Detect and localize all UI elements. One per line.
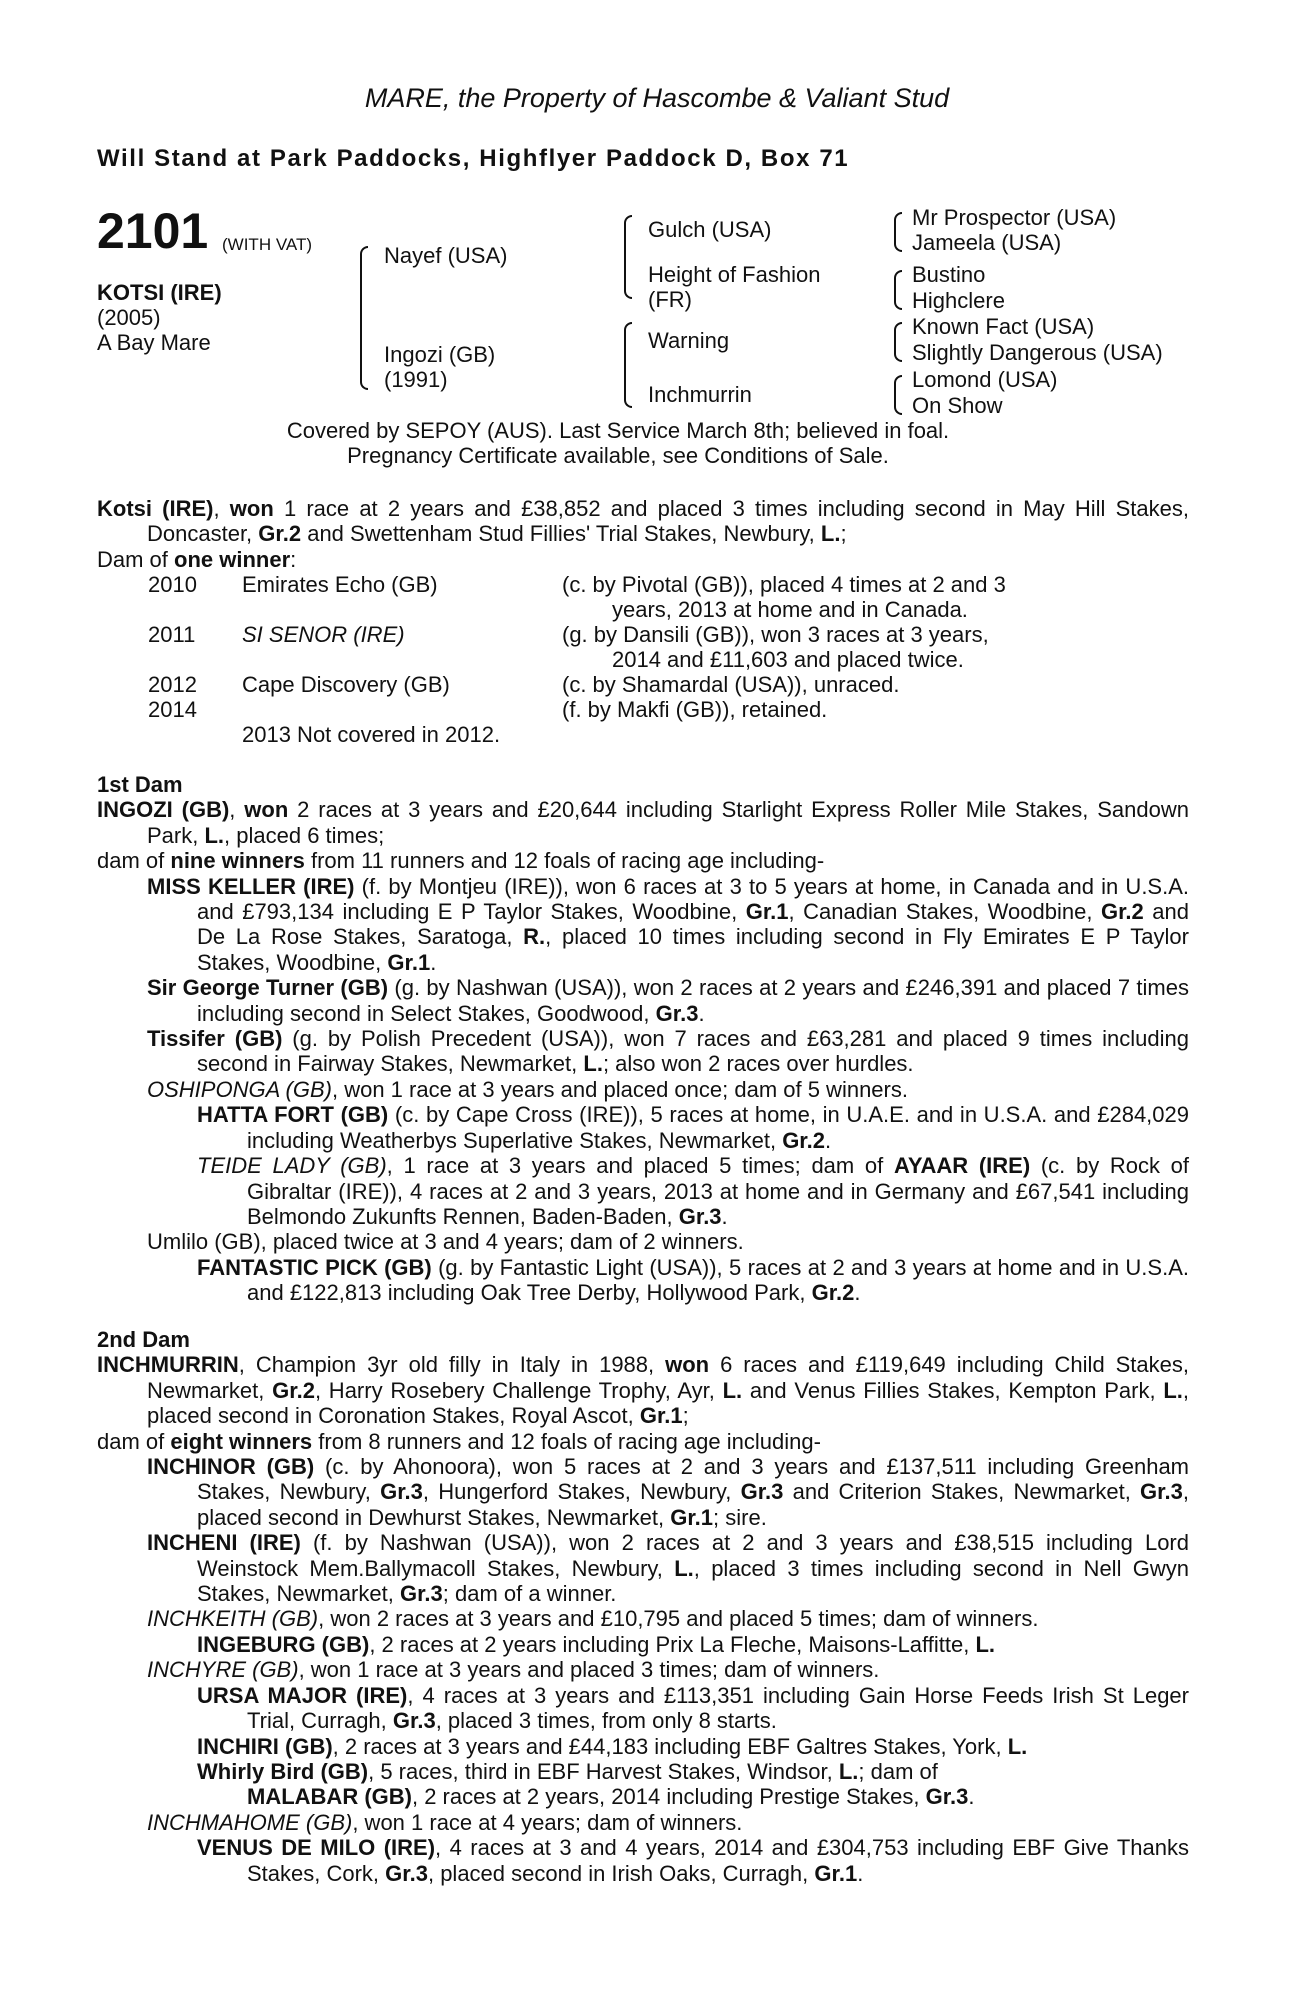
record-text: , Hungerford Stakes, Newbury, [422,1479,741,1505]
progeny-detail: (c. by Shamardal (USA)), unraced. [562,672,900,697]
pedigree-dam-sire: Warning [648,328,730,353]
not-covered-note: 2013 Not covered in 2012. [242,722,501,747]
kotsi-record: Kotsi (IRE), won 1 race at 2 years and £38,852 and placed 3 times including second in May Hill Stakes, Doncaster, Gr.2 and Swettenham Stud Fillies' Trial Stakes, Newbury, L.; Dam of one winner: [97,496,1189,572]
record-text: and Venus Fillies Stakes, Kempton Park, [742,1377,1164,1403]
pedigree-bracket [894,322,902,362]
horse-name: MALABAR (GB) [247,1784,412,1810]
winner-count: eight winners [170,1428,313,1454]
grade-label: Gr.1 [814,1860,858,1886]
record-text: , won 1 race at 3 years and placed 3 times; dam of winners. [298,1657,880,1683]
horse-name: AYAAR (IRE) [893,1153,1031,1179]
horse-name: VENUS DE MILO (IRE) [197,1835,436,1861]
grade-label: Gr.3 [925,1784,969,1810]
record-text: , 2 races at 3 years and £44,183 including EBF Galtres Stakes, York, [332,1733,1008,1759]
pedigree-bracket [624,322,632,408]
record-text: ; [682,1403,689,1429]
grade-label: L. [975,1631,995,1657]
pedigree-sss: Mr Prospector (USA) [912,205,1117,230]
record-text: , 2 races at 2 years including Prix La Fleche, Maisons-Laffitte, [369,1631,976,1657]
pedigree-dss: Known Fact (USA) [912,314,1095,339]
won-label: won [244,797,289,823]
grade-label: Gr.1 [387,949,431,975]
progeny-year: 2012 [148,672,197,697]
record-text: and De La Rose Stakes, Saratoga, [197,899,1189,950]
pedigree-bracket [894,212,902,252]
grade-label: Gr.3 [399,1581,443,1607]
mare-description: A Bay Mare [97,330,211,355]
stand-location: Will Stand at Park Paddocks, Highflyer Paddock D, Box 71 [97,145,850,172]
grade-label: L. [1007,1733,1028,1759]
pedigree-bracket [360,246,368,390]
grade-label: Gr.3 [380,1479,423,1505]
pedigree-sire-dam: Height of Fashion [648,262,821,287]
pedigree-dds: Lomond (USA) [912,367,1058,392]
record-text: . [968,1784,975,1810]
record-text: . [430,949,437,975]
record-text: , 4 races at 3 years and £113,351 including Gain Horse Feeds Irish St Leger Trial, Curragh, [247,1682,1189,1734]
record-text: 1 race at 2 years and £38,852 and placed 3 times including second in May Hill Stakes, Doncaster, [147,496,1189,547]
pedigree-dam: Ingozi (GB) [384,342,496,367]
horse-name: INCHKEITH (GB) [147,1606,319,1632]
horse-name: Whirly Bird (GB) [197,1758,369,1784]
record-text: , Harry Rosebery Challenge Trophy, Ayr, [314,1377,723,1403]
grade-label: Gr.2 [258,521,302,547]
record-text: (g. by Nashwan (USA)), won 2 races at 2 years and £246,391 and placed 7 times including second in Select Stakes, Goodwood, [197,975,1189,1026]
horse-name: INCHMAHOME (GB) [147,1809,353,1835]
horse-name: OSHIPONGA (GB) [147,1076,332,1102]
progeny-name: SI SENOR (IRE) [242,622,405,647]
record-text: : [290,546,297,572]
progeny-detail: (c. by Pivotal (GB)), placed 4 times at 2 and 3 [562,572,1006,597]
record-text: (g. by Polish Precedent (USA)), won 7 races and £63,281 and placed 9 times including second in Fairway Stakes, Newmarket, [197,1026,1190,1077]
record-text: . [721,1203,728,1229]
record-text: (g. by Fantastic Light (USA)), 5 races at 2 and 3 years at home and in U.S.A. and £122,813 including Oak Tree Derby, Hollywood Park, [247,1254,1189,1306]
pedigree-dsd: Slightly Dangerous (USA) [912,340,1163,365]
grade-label: L. [722,1377,743,1403]
first-dam-section: 1st Dam INGOZI (GB), won 2 races at 3 years and £20,644 including Starlight Express Roller Mile Stakes, Sandown Park, L., placed 6 times; dam of nine winners from 11 runners and 12 foals of racing age including- MISS KELLER (IRE) (f. by Montjeu (IRE)), won 6 races at 3 to 5 years at home, in Canada and in U.S.A. and £793,134 including E P Taylor Stakes, Woodbine, Gr.1, Canadian Stakes, Woodbine, Gr.2 and De La Rose Stakes, Saratoga, R., placed 10 times including second in Fly Emirates E P Taylor Stakes, Woodbine, Gr.1. Sir George Turner (GB) (g. by Nashwan (USA)), won 2 races at 2 years and £246,391 and placed 7 times including second in Select Stakes, Goodwood, Gr.3. Tissifer (GB) (g. by Polish Precedent (USA)), won 7 races and £63,281 and placed 9 times including second in Fairway Stakes, Newmarket, L.; also won 2 races over hurdles. OSHIPONGA (GB), won 1 race at 3 years and placed once; dam of 5 winners. HATTA FORT (GB) (c. by Cape Cross (IRE)), 5 races at home, in U.A.E. and in U.S.A. and £284,029 including Weatherbys Superlative Stakes, Newmarket, Gr.2. TEIDE LADY (GB), 1 race at 3 years and placed 5 times; dam of AYAAR (IRE) (c. by Rock of Gibraltar (IRE)), 4 races at 2 and 3 years, 2013 at home and in Germany and £67,541 including Belmondo Zukunfts Rennen, Baden-Baden, Gr.3. Umlilo (GB), placed twice at 3 and 4 years; dam of 2 winners. FANTASTIC PICK (GB) (g. by Fantastic Light (USA)), 5 races at 2 and 3 years at home and in U.S.A. and £122,813 including Oak Tree Derby, Hollywood Park, Gr.2. [97,772,1190,1306]
record-text: , won 2 races at 3 years and £10,795 and placed 5 times; dam of winners. [318,1606,1039,1632]
record-text: , 2 races at 2 years, 2014 including Prestige Stakes, [411,1784,926,1810]
grade-label: Gr.2 [782,1127,825,1153]
horse-name: HATTA FORT (GB) [197,1102,389,1128]
record-text: Umlilo (GB), placed twice at 3 and 4 years; dam of 2 winners. [147,1229,744,1255]
progeny-name: Emirates Echo (GB) [242,572,438,597]
grade-label: R. [523,924,546,950]
lot-number: 2101 [97,203,209,259]
record-text: , placed second in Irish Oaks, Curragh, [427,1860,815,1886]
pedigree-bracket [624,215,632,299]
covered-info: Covered by SEPOY (AUS). Last Service March 8th; believed in foal. [286,418,950,443]
pedigree-dam-dam: Inchmurrin [648,382,752,407]
pedigree-sdd: Highclere [912,288,1005,313]
pregnancy-info: Pregnancy Certificate available, see Conditions of Sale. [347,443,889,468]
grade-label: Gr.1 [670,1504,714,1530]
horse-name: FANTASTIC PICK (GB) [197,1254,432,1280]
record-text: , 4 races at 3 and 4 years, 2014 and £304,753 including EBF Give Thanks Stakes, Cork, [247,1835,1189,1886]
pedigree-sire-sire: Gulch (USA) [648,217,772,242]
won-label: won [229,496,274,521]
pedigree-ddd: On Show [912,393,1003,418]
grade-label: Gr.3 [678,1203,722,1229]
progeny-detail: years, 2013 at home and in Canada. [612,597,968,622]
pedigree-bracket [894,375,902,415]
grade-label: Gr.2 [811,1280,855,1306]
record-text: . [857,1860,864,1886]
record-text: ; also won 2 races over hurdles. [602,1051,914,1077]
pedigree-sire: Nayef (USA) [384,243,508,268]
second-dam-section [97,1327,1189,1886]
record-text: , placed 3 times including second in Nell Gwyn Stakes, Newmarket, [197,1555,1189,1607]
horse-name: INCHINOR (GB) [147,1454,315,1480]
record-text: , placed 10 times including second in Fly Emirates E P Taylor Stakes, Woodbine, [197,924,1189,975]
progeny-detail: (g. by Dansili (GB)), won 3 races at 3 years, [562,622,989,647]
record-text: 6 races and £119,649 including Child Stakes, Newmarket, [147,1352,1190,1403]
grade-label: L. [820,521,841,547]
horse-name: Kotsi (IRE) [97,496,214,521]
record-text: . [825,1127,832,1153]
grade-label: L. [1163,1377,1183,1403]
progeny-year: 2011 [148,622,196,647]
record-text: , placed 3 times, from only 8 starts. [435,1708,777,1734]
grade-label: L. [583,1051,603,1077]
mare-name: KOTSI (IRE) [97,280,222,305]
pedigree-bracket [894,270,902,310]
grade-label: L. [838,1758,859,1784]
record-text: , placed second in Dewhurst Stakes, Newmarket, [197,1479,1189,1530]
page-title: MARE, the Property of Hascombe & Valiant Stud [364,83,950,113]
progeny-name: Cape Discovery (GB) [242,672,450,697]
grade-label: L. [674,1555,694,1581]
record-text: , won 1 race at 4 years; dam of winners. [352,1809,743,1835]
mare-year: (2005) [97,305,161,330]
grade-label: Gr.2 [272,1377,315,1403]
won-label: won [665,1352,710,1378]
horse-name: INCHIRI (GB) [197,1733,333,1759]
record-text: , 1 race at 3 years and placed 5 times; dam of [386,1153,894,1179]
record-text: and Criterion Stakes, Newmarket, [783,1479,1141,1505]
record-text: , 5 races, third in EBF Harvest Stakes, Windsor, [368,1758,839,1784]
record-text: , Champion 3yr old filly in Italy in 1988, [238,1352,666,1378]
grade-label: Gr.3 [392,1708,436,1734]
record-text: ; sire. [713,1504,767,1530]
pedigree-dam-year: (1991) [384,367,448,392]
record-text: (f. by Nashwan (USA)), won 2 races at 2 and 3 years and £38,515 including Lord Weinstock Mem.Ballymacoll Stakes, Newbury, [197,1530,1189,1581]
pedigree-sire-dam-2: (FR) [648,287,692,312]
grade-label: L. [204,822,225,848]
record-text: (c. by Ahonoora), won 5 races at 2 and 3 years and £137,511 including Greenham Stakes, Newbury, [197,1454,1190,1505]
horse-name: INCHMURRIN [97,1352,239,1378]
horse-name: INCHENI (IRE) [147,1530,301,1556]
dam-of-label: Dam of [97,546,175,572]
record-text: ; dam of [858,1758,938,1784]
pedigree-ssd: Jameela (USA) [912,230,1062,255]
record-text: and Swettenham Stud Fillies' Trial Stakes, Newbury, [301,521,821,547]
horse-name: INGOZI (GB) [97,797,230,823]
grade-label: Gr.3 [1140,1479,1183,1505]
progeny-year: 2014 [148,697,197,722]
horse-name: Tissifer (GB) [147,1026,283,1052]
horse-name: URSA MAJOR (IRE) [197,1682,408,1708]
progeny-detail: 2014 and £11,603 and placed twice. [612,647,964,672]
record-text: . [698,1000,705,1026]
pedigree-sds: Bustino [912,262,986,287]
record-text: , placed second in Coronation Stakes, Royal Ascot, [147,1377,1189,1429]
record-text: . [854,1280,861,1306]
winner-count: nine winners [170,848,305,874]
grade-label: Gr.1 [745,899,789,925]
record-text: ; [840,521,847,547]
section-heading: 1st Dam [97,772,183,797]
record-text: (f. by Montjeu (IRE)), won 6 races at 3 to 5 years at home, in Canada and in U.S.A. and £793,134 including E P Taylor Stakes, Woodbine, [197,873,1190,925]
section-heading: 2nd Dam [97,1327,190,1352]
winner-count: one winner [174,546,291,572]
record-text: 2 races at 3 years and £20,644 including Starlight Express Roller Mile Stakes, Sandown Park, [147,797,1189,848]
record-text: , placed 6 times; [224,822,385,848]
record-text: ; dam of a winner. [442,1581,617,1607]
record-text: from 11 runners and 12 foals of racing age including- [304,848,825,874]
grade-label: Gr.2 [1100,899,1144,925]
grade-label: Gr.3 [655,1000,699,1026]
vat-label: (WITH VAT) [222,235,313,254]
grade-label: Gr.3 [385,1860,428,1886]
grade-label: Gr.3 [740,1479,784,1505]
progeny-year: 2010 [148,572,197,597]
horse-name: Sir George Turner (GB) [147,975,389,1001]
record-text: , Canadian Stakes, Woodbine, [788,899,1101,925]
record-text: from 8 runners and 12 foals of racing age including- [312,1428,821,1454]
horse-name: INCHYRE (GB) [147,1657,299,1683]
progeny-detail: (f. by Makfi (GB)), retained. [562,697,828,722]
horse-name: TEIDE LADY (GB) [197,1153,387,1179]
horse-name: INGEBURG (GB) [197,1631,370,1657]
record-text: , won 1 race at 3 years and placed once; dam of 5 winners. [331,1076,908,1102]
dam-of-label: dam of [97,848,171,874]
record-text: (c. by Cape Cross (IRE)), 5 races at home, in U.A.E. and in U.S.A. and £284,029 including Weatherbys Superlative Stakes, Newmarket, [247,1102,1189,1153]
record-text: (c. by Rock of Gibraltar (IRE)), 4 races at 2 and 3 years, 2013 at home and in Germany and £67,541 including Belmondo Zukunfts Rennen, Baden-Baden, [247,1153,1190,1229]
horse-name: MISS KELLER (IRE) [147,873,355,899]
dam-of-label: dam of [97,1428,171,1454]
grade-label: Gr.1 [639,1403,683,1429]
